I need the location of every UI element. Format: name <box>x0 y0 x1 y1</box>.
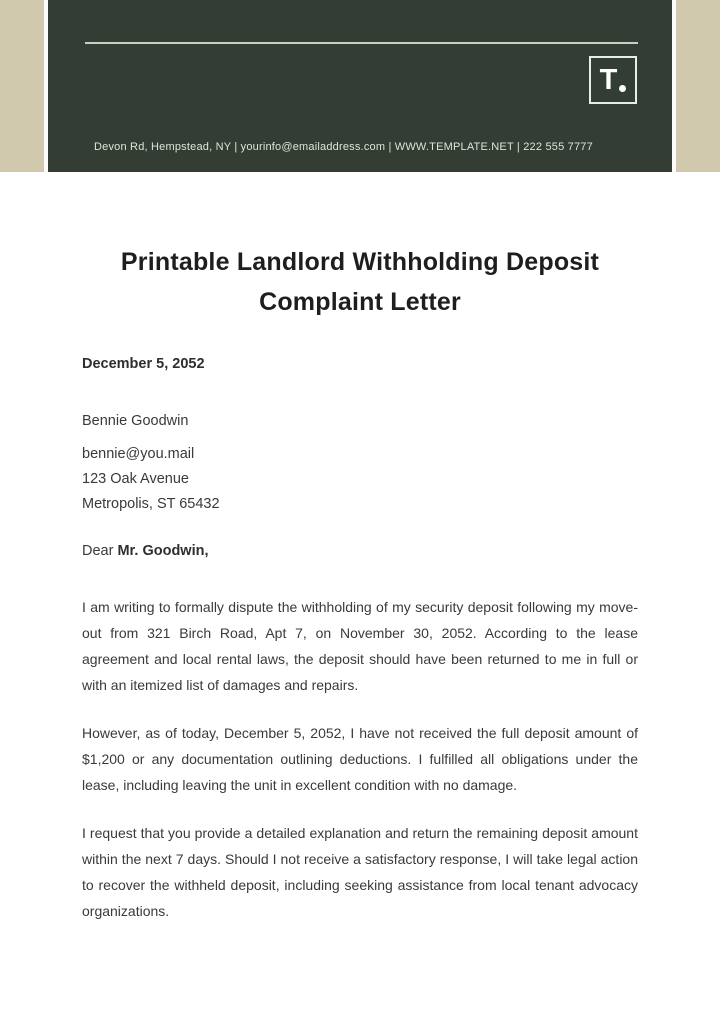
letter-date: December 5, 2052 <box>82 356 205 372</box>
recipient-name: Bennie Goodwin <box>82 413 189 429</box>
header-divider <box>85 42 638 44</box>
page-edge-right <box>676 0 720 172</box>
salutation-name: Mr. Goodwin, <box>117 543 209 559</box>
paragraph-dispute: I am writing to formally dispute the withholding of my security deposit following my move-out from 321 Birch Road, Apt 7, on November 30, 2052. According to the lease agreement and local rental laws, the deposit should have been returned to me in full or with an itemized list of damages and repairs. <box>82 599 638 693</box>
brand-logo <box>589 56 637 104</box>
paragraph-deposit-amount: However, as of today, December 5, 2052, I have not received the full deposit amount of $1,200 or any documentation outlining deductions. I fulfilled all obligations under the lease, including leaving the unit in excellent condition with no damage. <box>82 725 638 793</box>
recipient-city-state-zip: Metropolis, ST 65432 <box>82 496 220 512</box>
page-edge-left <box>0 0 44 172</box>
recipient-street: 123 Oak Avenue <box>82 471 189 487</box>
logo-dot-icon <box>619 85 626 92</box>
salutation-prefix: Dear <box>82 543 118 559</box>
recipient-address <box>82 442 638 517</box>
header-panel <box>48 0 672 172</box>
salutation <box>82 539 638 564</box>
letter-title: Printable Landlord Withholding Deposit Complaint Letter <box>120 248 600 316</box>
letterhead <box>0 0 720 172</box>
contact-info: Devon Rd, Hempstead, NY | yourinfo@emailaddress.com | WWW.TEMPLATE.NET | 222 555 7777 <box>94 141 593 153</box>
logo-t-icon: T <box>599 63 618 96</box>
recipient-email: bennie@you.mail <box>82 446 195 462</box>
letter-body <box>0 242 720 924</box>
paragraph-request: I request that you provide a detailed explanation and return the remaining deposit amount within the next 7 days. Should I not receive a satisfactory response, I will take legal action to recover the withheld deposit, including seeking assistance from local tenant advocacy organizations. <box>82 825 638 919</box>
